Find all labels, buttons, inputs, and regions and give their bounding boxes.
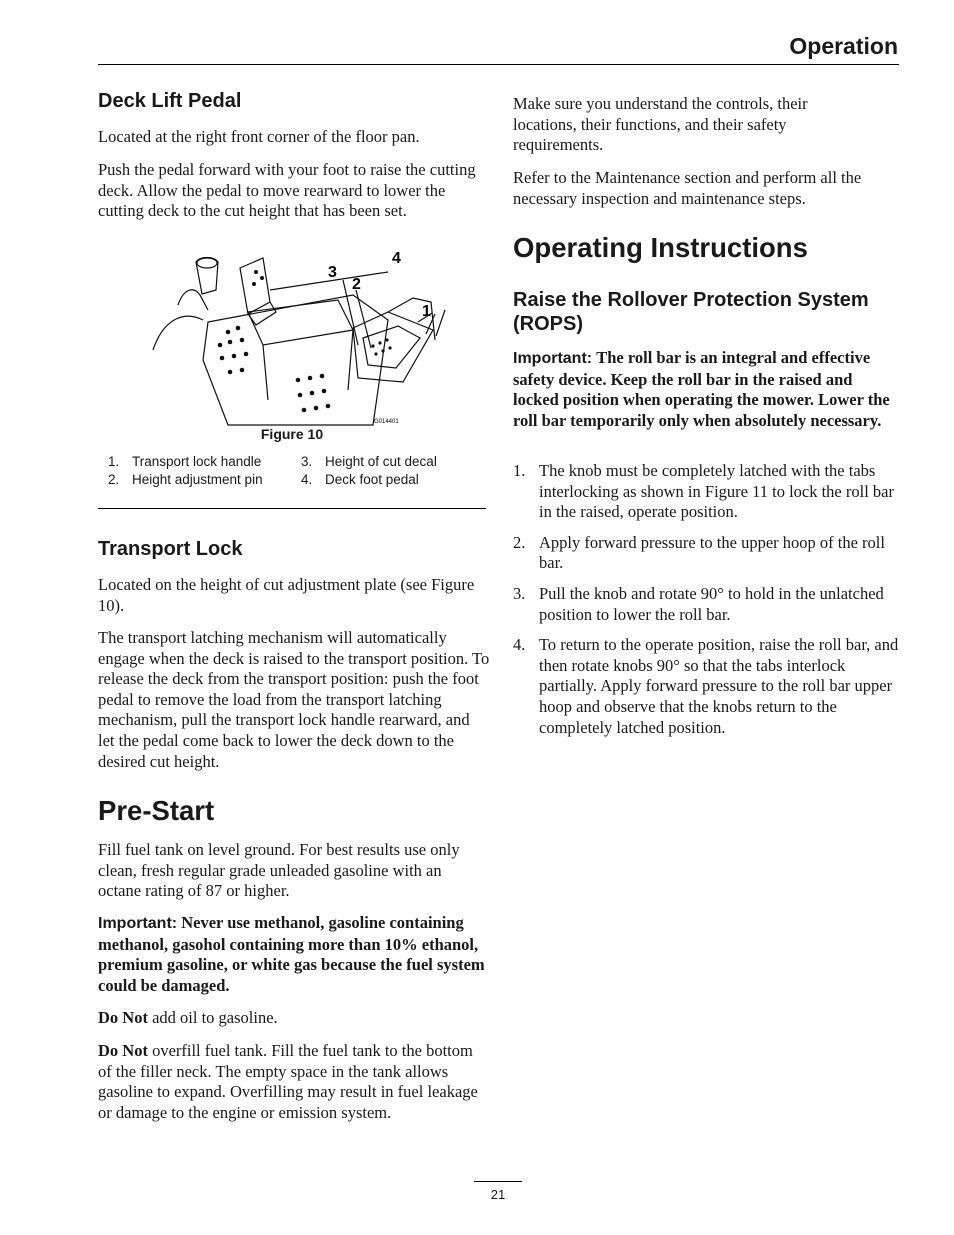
figure-legend-item-3: 3. Height of cut decal	[301, 454, 437, 469]
list-item: 3. Pull the knob and rotate 90° to hold in the unlatched position to lower the roll bar.	[513, 583, 884, 624]
callout-2: 2	[352, 276, 361, 293]
deck-lift-pedal-para-1: Located at the right front corner of the floor pan.	[98, 127, 420, 146]
deck-pedal-illustration	[148, 250, 448, 430]
intro-para-1: Make sure you understand the controls, their locations, their functions, and their safety requirements.	[513, 94, 808, 155]
list-item: 1. The knob must be completely latched with the tabs interlocking as shown in Figure 11 to lock the roll bar in the raised, operate position.	[513, 461, 894, 522]
transport-lock-para-1: Located on the height of cut adjustment plate (see Figure 10).	[98, 575, 475, 615]
figure-legend-item-4: 4. Deck foot pedal	[301, 472, 419, 487]
page-number: 21	[474, 1181, 522, 1202]
transport-lock-para-2: The transport latching mechanism will automatically engage when the deck is raised to the transport position. To release the deck from the transport position: push the foot pedal to remove the load from the transport latching mechanism, pull the transport lock handle rearward, and let the pedal come back to lower the deck down to the desired cut height.	[98, 628, 490, 771]
header-rule	[98, 64, 899, 65]
pre-start-important: Important: Never use methanol, gasoline containing methanol, gasohol containing more than 10% ethanol, premium gasoline, or white gas because the fuel system could be damaged.	[98, 913, 485, 995]
intro-para-2: Refer to the Maintenance section and perform all the necessary inspection and maintenance steps.	[513, 168, 862, 208]
pre-start-do-not-overfill: Do Not overfill fuel tank. Fill the fuel tank to the bottom of the filler neck. The empty space in the tank allows gasoline to expand. Overfilling may result in fuel leakage or damage to the engine or emission system.	[98, 1041, 478, 1122]
figure-10-caption: Figure 10	[260, 426, 324, 442]
callout-3: 3	[328, 264, 337, 281]
figure-code: G014401	[374, 419, 399, 425]
pre-start-heading: Pre-Start	[98, 795, 215, 826]
list-item: 2. Apply forward pressure to the upper hoop of the roll bar.	[513, 532, 885, 573]
figure-legend-item-1: 1. Transport lock handle	[108, 454, 262, 469]
rops-steps-list	[513, 461, 899, 748]
callout-1: 1	[422, 303, 431, 320]
section-title: Operation	[789, 33, 898, 59]
pre-start-para-1: Fill fuel tank on level ground. For best results use only clean, fresh regular grade unleaded gasoline with an octane rating of 87 or higher.	[98, 840, 460, 901]
rops-important: Important: The roll bar is an integral and effective safety device. Keep the roll bar in the raised and locked position when operating the mower. Lower the roll bar temporarily only when absolutely necessary.	[513, 348, 890, 430]
pre-start-do-not-oil: Do Not add oil to gasoline.	[98, 1008, 278, 1027]
figure-divider	[98, 508, 486, 509]
figure-legend-item-2: 2. Height adjustment pin	[108, 472, 263, 487]
transport-lock-heading: Transport Lock	[98, 538, 243, 560]
deck-lift-pedal-para-2: Push the pedal forward with your foot to raise the cutting deck. Allow the pedal to move rearward to lower the cutting deck to the cut height that has been set.	[98, 160, 476, 221]
deck-lift-pedal-heading: Deck Lift Pedal	[98, 90, 242, 112]
operating-instructions-heading: Operating Instructions	[513, 232, 808, 263]
callout-4: 4	[392, 250, 401, 267]
rops-heading: Raise the Rollover Protection System (ROPS)	[513, 289, 869, 335]
list-item: 4. To return to the operate position, raise the roll bar, and then rotate knobs 90° so that the tabs interlock partially. Apply forward pressure to the roll bar upper hoop and observe that the knobs return to the completely latched position.	[513, 635, 899, 737]
figure-10	[148, 250, 448, 430]
